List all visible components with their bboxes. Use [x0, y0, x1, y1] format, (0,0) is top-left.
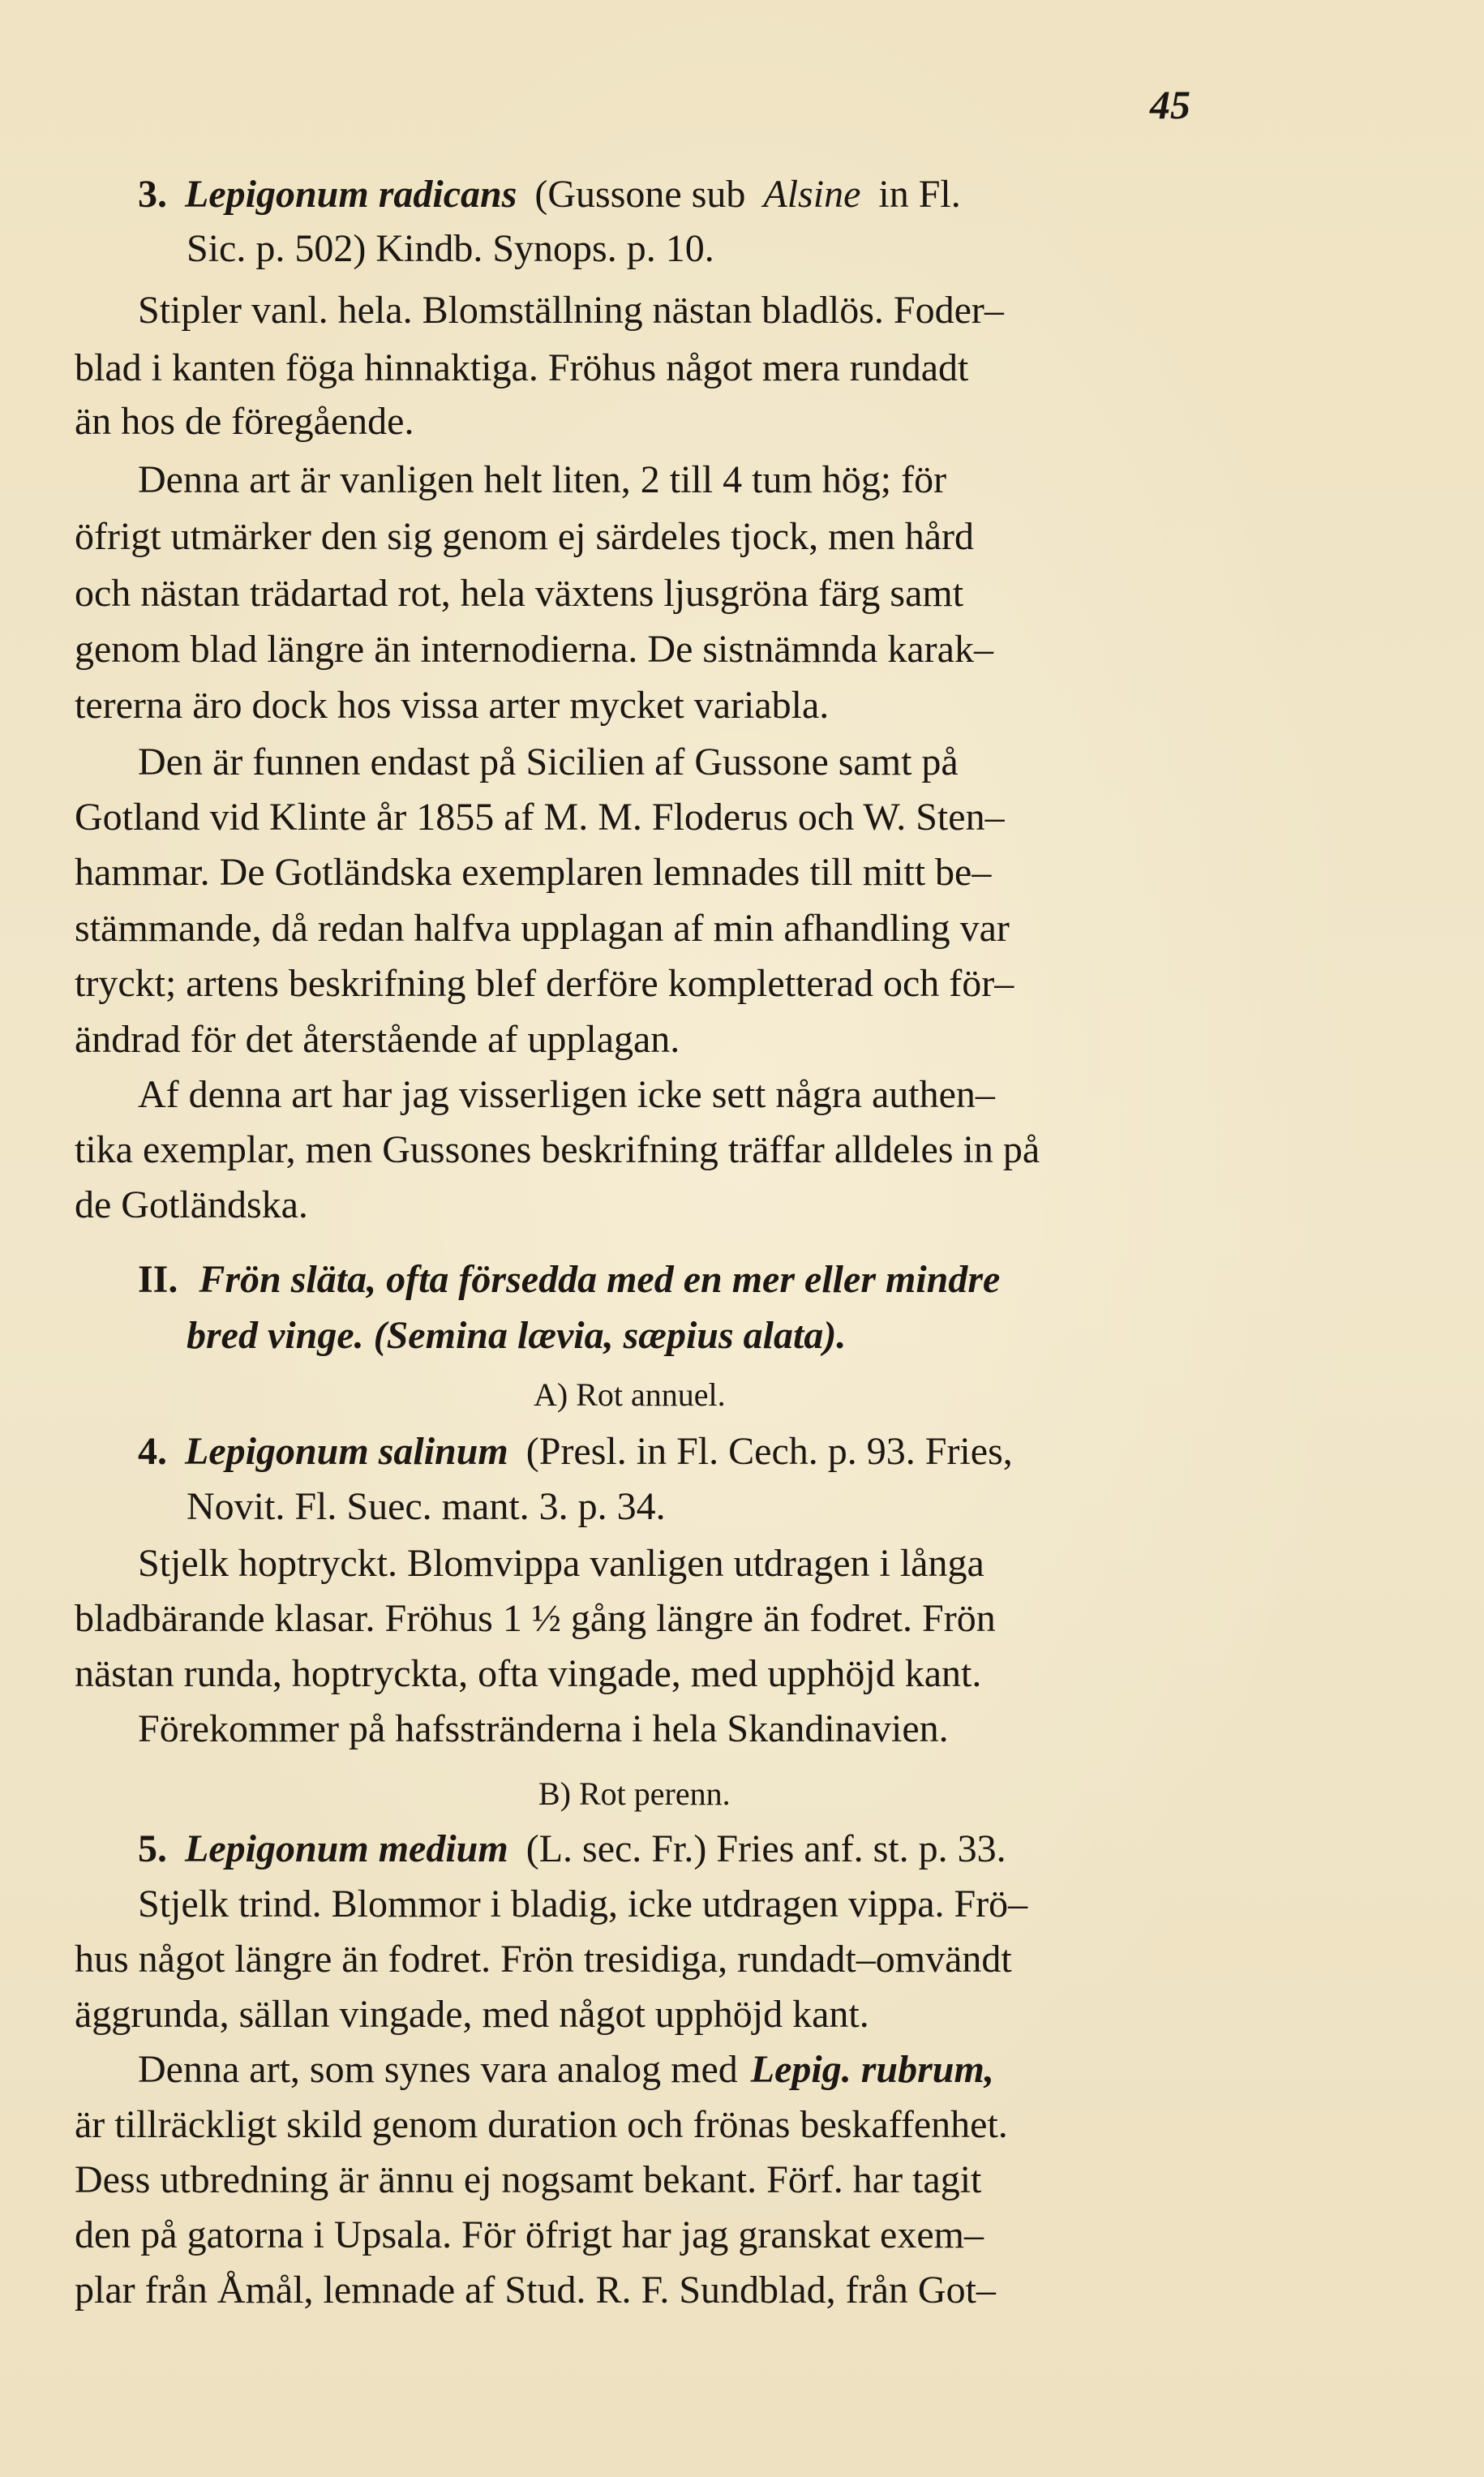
section-title-continued: bred vinge. (Semina lævia, sæpius alata). [187, 1314, 847, 1357]
citation-text: (L. sec. Fr.) Fries anf. st. p. 33. [525, 1827, 1006, 1870]
text-line: Gotland vid Klinte år 1855 af M. M. Floderus och W. Sten– [75, 796, 1005, 839]
text-line: Denna art är vanligen helt liten, 2 till 4 tum hög; för [138, 458, 947, 501]
text-line: tika exemplar, men Gussones beskrifning träffar alldeles in på [75, 1128, 1040, 1171]
text-line: Novit. Fl. Suec. mant. 3. p. 34. [187, 1485, 666, 1528]
citation-text: (Presl. in Fl. Cech. p. 93. Fries, [525, 1430, 1013, 1473]
text-line: Den är funnen endast på Sicilien af Gussone samt på [138, 741, 959, 783]
citation-text: (Gussone sub [534, 173, 746, 216]
text-line: bladbärande klasar. Fröhus 1 ½ gång längre än fodret. Frön [75, 1597, 996, 1640]
text-line: och nästan trädartad rot, hela växtens ljusgröna färg samt [75, 572, 964, 615]
text-line: stämmande, då redan halfva upplagan af min afhandling var [75, 907, 1010, 950]
text-line: den på gatorna i Upsala. För öfrigt har jag granskat exem– [75, 2213, 984, 2256]
text-line: blad i kanten föga hinnaktiga. Fröhus något mera rundadt [75, 346, 969, 389]
entry-number: 4. [138, 1430, 167, 1473]
text-line: nästan runda, hoptryckta, ofta vingade, med upphöjd kant. [75, 1652, 982, 1695]
text-line: Dess utbredning är ännu ej nogsamt bekant. Förf. har tagit [75, 2158, 982, 2201]
subsection-heading: B) Rot perenn. [538, 1775, 731, 1812]
text-line: tererna äro dock hos vissa arter mycket variabla. [75, 684, 830, 727]
text-line: hus något längre än fodret. Frön tresidiga, rundadt–omvändt [75, 1938, 1012, 1981]
text-line: Stipler vanl. hela. Blomställning nästan bladlös. Foder– [138, 289, 1004, 332]
text-line: äggrunda, sällan vingade, med något upphöjd kant. [75, 1993, 869, 2036]
species-name: Lepigonum salinum [185, 1430, 508, 1473]
section-number: II. [138, 1258, 178, 1301]
species-name: Lepigonum radicans [185, 173, 517, 216]
species-reference: Lepig. rubrum, [750, 2048, 994, 2091]
section-title: Frön släta, ofta försedda med en mer eller mindre [199, 1258, 1001, 1301]
section-heading [138, 1256, 1000, 1304]
entry-number: 3. [138, 173, 167, 216]
text-line: tryckt; artens beskrifning blef derföre kompletterad och för– [75, 962, 1014, 1005]
citation-text: in Fl. [878, 173, 961, 216]
text-line: öfrigt utmärker den sig genom ej särdeles tjock, men hård [75, 515, 974, 558]
text-line: Stjelk trind. Blommor i bladig, icke utdragen vippa. Frö– [138, 1882, 1028, 1925]
text-line: ändrad för det återstående af upplagan. [75, 1018, 680, 1061]
text-line: Sic. p. 502) Kindb. Synops. p. 10. [187, 227, 714, 270]
text-line: är tillräckligt skild genom duration och frönas beskaffenhet. [75, 2103, 1008, 2146]
genus-name: Alsine [763, 173, 861, 216]
text-line: de Gotländska. [75, 1183, 308, 1226]
text-line: plar från Åmål, lemnade af Stud. R. F. Sundblad, från Got– [75, 2269, 996, 2312]
text-line: Förekommer på hafsstränderna i hela Skandinavien. [138, 1707, 949, 1750]
page-number: 45 [1150, 82, 1190, 127]
text-line: hammar. De Gotländska exemplaren lemnades till mitt be– [75, 851, 992, 894]
entry-3-heading [138, 170, 1257, 219]
text-line: än hos de föregående. [75, 400, 414, 443]
text-line [138, 2046, 994, 2094]
species-name: Lepigonum medium [185, 1827, 508, 1870]
text-line: Stjelk hoptryckt. Blomvippa vanligen utdragen i långa [138, 1542, 984, 1585]
text-segment: Denna art, som synes vara analog med [138, 2048, 738, 2091]
entry-5-heading [138, 1825, 1006, 1874]
entry-number: 5. [138, 1827, 167, 1870]
text-line: genom blad längre än internodierna. De sistnämnda karak– [75, 628, 993, 671]
subsection-heading: A) Rot annuel. [534, 1376, 726, 1413]
entry-4-heading [138, 1427, 1013, 1476]
text-line: Af denna art har jag visserligen icke sett några authen– [138, 1073, 995, 1116]
